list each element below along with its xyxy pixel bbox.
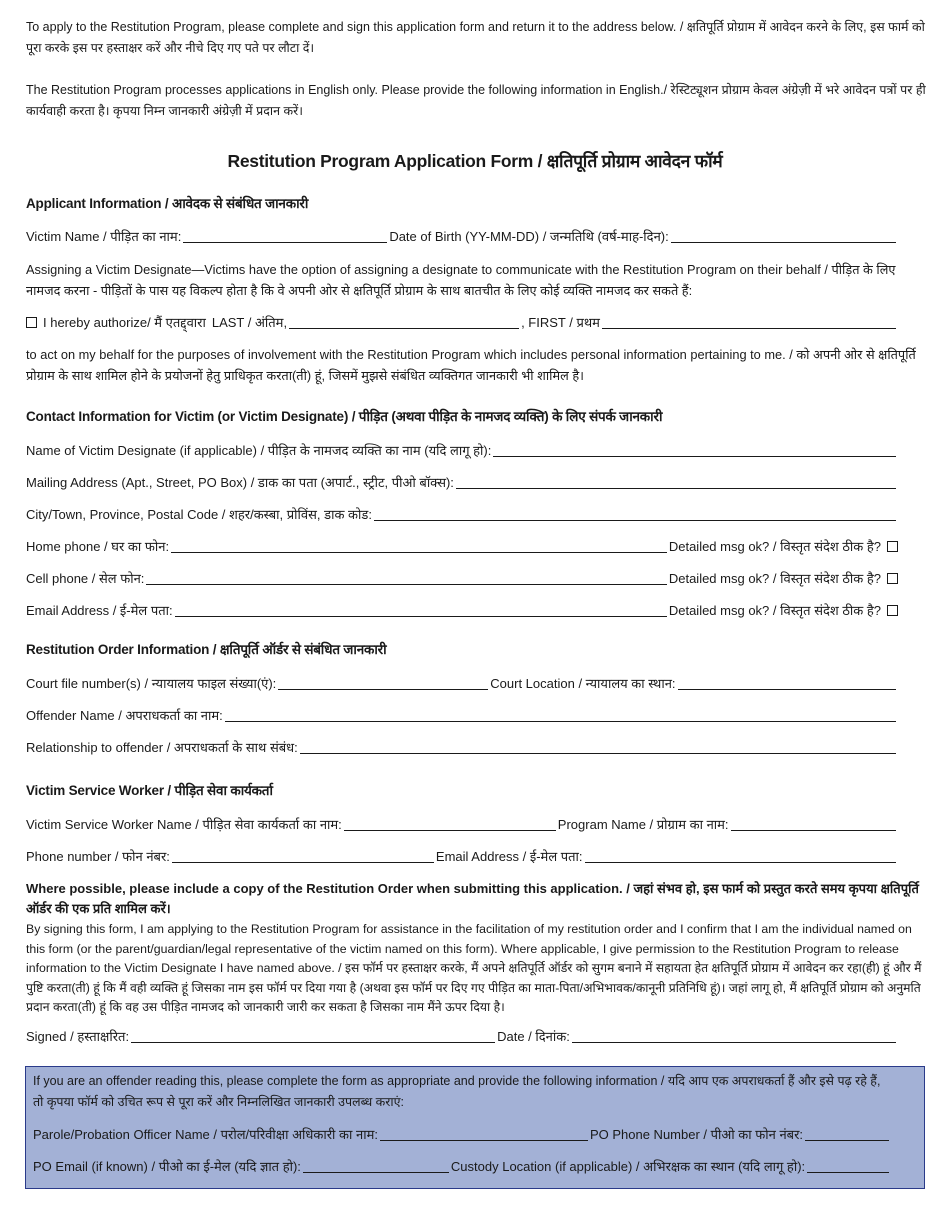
po-email-label: PO Email (if known) / पीओ का ई-मेल (यदि ज्ञात हो): xyxy=(33,1159,301,1174)
home-detailed-msg-label: Detailed msg ok? / विस्तृत संदेश ठीक है? xyxy=(668,539,881,554)
po-phone-field[interactable] xyxy=(805,1126,889,1141)
court-location-label: Court Location / न्यायालय का स्थान: xyxy=(490,676,676,691)
court-file-label: Court file number(s) / न्यायालय फाइल संख्या(एं): xyxy=(26,676,277,691)
po-phone-label: PO Phone Number / पीओ का फोन नंबर: xyxy=(589,1127,804,1142)
home-phone-label: Home phone / घर का फोन: xyxy=(26,539,170,554)
authorize-checkbox[interactable] xyxy=(26,317,37,328)
designate-name-row xyxy=(26,439,898,459)
contact-heading: Contact Information for Victim (or Victim Designate) / पीड़ित (अथवा पीड़ित के नामजद व्यक्ति) के लिए संपर्क जानकारी xyxy=(26,409,663,424)
court-file-field[interactable] xyxy=(278,675,488,690)
email-detailed-msg-label: Detailed msg ok? / विस्तृत संदेश ठीक है? xyxy=(668,603,881,618)
restitution-order-notice: Where possible, please include a copy of the Restitution Order when submitting this application. / जहां संभव हो, इस फार्म को प्रस्तुत करते समय कृपया क्षतिपूर्ति ऑर्डर की एक प्रति शामिल करें। xyxy=(26,881,919,916)
signature-field[interactable] xyxy=(131,1028,495,1043)
designate-first-name-field[interactable] xyxy=(602,314,896,329)
designate-name-field[interactable] xyxy=(493,442,896,457)
mailing-address-row xyxy=(26,471,898,491)
custody-label: Custody Location (if applicable) / अभिरक्षक का स्थान (यदि लागू हो): xyxy=(450,1159,806,1174)
cell-detailed-msg-checkbox[interactable] xyxy=(887,573,898,584)
po-email-field[interactable] xyxy=(303,1158,449,1173)
victim-name-field[interactable] xyxy=(183,228,387,243)
authorization-text: to act on my behalf for the purposes of involvement with the Restitution Program which includes personal information pertaining to me. / को अपनी ओर से क्षतिपूर्ति प्रोग्राम के साथ शामिल होने के प्रयोजनों हेतु प्राधिकृत करता(ती) हूं, जिसमें मुझसे संबंधित व्यक्तिगत जानकारी भी शामिल है। xyxy=(26,347,916,383)
designate-last-name-field[interactable] xyxy=(289,314,519,329)
custody-field[interactable] xyxy=(807,1158,889,1173)
date-field[interactable] xyxy=(572,1028,896,1043)
designate-explanation: Assigning a Victim Designate—Victims have the option of assigning a designate to communicate with the Restitution Program on their behalf / पीड़ित के लिए नामजद करना - पीड़ितों के पास यह विकल्प होता है कि वे अपनी ओर से क्षतिपूर्ति प्रोग्राम के साथ बातचीत के लिए कोई व्यक्ति नामजद कर सकते हैं: xyxy=(26,262,896,298)
order-heading: Restitution Order Information / क्षतिपूर्ति ऑर्डर से संबंधित जानकारी xyxy=(26,642,387,657)
cell-detailed-msg-label: Detailed msg ok? / विस्तृत संदेश ठीक है? xyxy=(668,571,881,586)
worker-phone-field[interactable] xyxy=(172,848,434,863)
signature-row xyxy=(26,1025,898,1045)
intro-paragraph-2: The Restitution Program processes applications in English only. Please provide the following information in English./ रेस्टिट्यूशन प्रोग्राम केवल अंग्रेज़ी में भरे आवेदन पत्रों पर ही कार्यवाही करता है। कृपया निम्न जानकारी अंग्रेज़ी में प्रदान करें। xyxy=(26,83,926,118)
relationship-field[interactable] xyxy=(300,739,896,754)
city-label: City/Town, Province, Postal Code / शहर/कस्बा, प्रोविंस, डाक कोड: xyxy=(26,507,372,522)
worker-phone-row xyxy=(26,845,898,865)
email-field[interactable] xyxy=(175,602,667,617)
cell-phone-row xyxy=(26,567,898,587)
court-row xyxy=(26,672,898,692)
dob-label: Date of Birth (YY-MM-DD) / जन्मतिथि (वर्ष-माह-दिन): xyxy=(389,229,669,244)
signed-label: Signed / हस्ताक्षरित: xyxy=(26,1029,130,1044)
mailing-address-field[interactable] xyxy=(456,474,896,489)
authorize-row xyxy=(26,311,898,331)
applicant-heading: Applicant Information / आवेदक से संबंधित जानकारी xyxy=(26,196,309,211)
offender-name-label: Offender Name / अपराधकर्ता का नाम: xyxy=(26,708,223,723)
authorize-label: I hereby authorize/ मैं एतद्द्वारा xyxy=(43,315,206,330)
city-field[interactable] xyxy=(374,506,896,521)
home-phone-field[interactable] xyxy=(171,538,667,553)
cell-phone-field[interactable] xyxy=(146,570,666,585)
cell-phone-label: Cell phone / सेल फोन: xyxy=(26,571,145,586)
city-row xyxy=(26,503,898,523)
home-phone-row xyxy=(26,535,898,555)
mailing-address-label: Mailing Address (Apt., Street, PO Box) / डाक का पता (अपार्ट., स्ट्रीट, पीओ बॉक्स): xyxy=(26,475,454,490)
worker-name-field[interactable] xyxy=(344,816,556,831)
offender-box-text: If you are an offender reading this, please complete the form as appropriate and provide the following information / यदि आप एक अपराधकर्ता हैं और इसे पढ़ रहे हैं, तो कृपया फॉर्म को उचित रूप से पूरा करें और निम्नलिखित जानकारी उपलब्ध कराएं: xyxy=(33,1074,881,1109)
form-title: Restitution Program Application Form / क्षतिपूर्ति प्रोग्राम आवेदन फॉर्म xyxy=(227,151,723,171)
officer-row xyxy=(33,1123,891,1143)
date-label: Date / दिनांक: xyxy=(497,1029,570,1044)
po-email-row xyxy=(33,1155,891,1175)
consent-statement: By signing this form, I am applying to the Restitution Program for assistance in the facilitation of my restitution order and I confirm that I am the individual named on this form (or the parent/guardian/legal representative of the victim named on this form). Where applicable, I give permission to the Restitution Program to release information to the Victim Designate I have named above. / इस फॉर्म पर हस्ताक्षर करके, मैं अपने क्षतिपूर्ति ऑर्डर को सुगम बनाने में सहायता हेत क्षतिपूर्ति प्रोग्राम में आवेदन कर रहा(ही) हूं और मैं पुष्टि करता(ती) हूं कि मैं वही व्यक्ति हूं जिसका नाम इस फॉर्म पर दिया गया है (अथवा इस फॉर्म पर दिए गए पीड़ित का माता-पिता/अभिभावक/कानूनी प्रतिनिधि हूं)। जहां लागू हो, मैं क्षतिपूर्ति प्रोग्राम को अनुमति प्रदान करता(ती) हूं कि वह उस पीड़ित नामजद को जानकारी जारी कर सकता है जिसका नाम मैंने ऊपर दिया है। xyxy=(26,922,922,1014)
dob-field[interactable] xyxy=(671,228,896,243)
victim-name-label: Victim Name / पीड़ित का नाम: xyxy=(26,229,182,244)
program-name-field[interactable] xyxy=(731,816,896,831)
offender-info-box xyxy=(25,1066,925,1189)
designate-name-label: Name of Victim Designate (if applicable) / पीड़ित के नामजद व्यक्ति का नाम (यदि लागू हो): xyxy=(26,443,492,458)
worker-name-label: Victim Service Worker Name / पीड़ित सेवा कार्यकर्ता का नाम: xyxy=(26,817,342,832)
email-row xyxy=(26,599,898,619)
worker-name-row xyxy=(26,813,898,833)
last-name-label: LAST / अंतिम, xyxy=(211,315,288,330)
offender-name-field[interactable] xyxy=(225,707,896,722)
offender-name-row xyxy=(26,704,898,724)
first-name-label: , FIRST / प्रथम xyxy=(521,315,600,330)
officer-name-field[interactable] xyxy=(380,1126,588,1141)
program-name-label: Program Name / प्रोग्राम का नाम: xyxy=(557,817,729,832)
worker-heading: Victim Service Worker / पीड़ित सेवा कार्यकर्ता xyxy=(26,783,273,798)
officer-name-label: Parole/Probation Officer Name / परोल/परिवीक्षा अधिकारी का नाम: xyxy=(33,1127,378,1142)
court-location-field[interactable] xyxy=(678,675,896,690)
relationship-label: Relationship to offender / अपराधकर्ता के साथ संबंध: xyxy=(26,740,298,755)
intro-paragraph-1: To apply to the Restitution Program, please complete and sign this application form and return it to the address below. / क्षतिपूर्ति प्रोग्राम में आवेदन करने के लिए, इस फार्म को पूरा करके इस पर हस्ताक्षर करें और नीचे दिए गए पते पर लौटा दें। xyxy=(26,20,925,55)
worker-phone-label: Phone number / फोन नंबर: xyxy=(26,849,170,864)
home-detailed-msg-checkbox[interactable] xyxy=(887,541,898,552)
victim-name-row xyxy=(26,225,898,245)
email-detailed-msg-checkbox[interactable] xyxy=(887,605,898,616)
email-label: Email Address / ई-मेल पता: xyxy=(26,603,173,618)
relationship-row xyxy=(26,736,898,756)
worker-email-field[interactable] xyxy=(585,848,896,863)
worker-email-label: Email Address / ई-मेल पता: xyxy=(435,849,583,864)
